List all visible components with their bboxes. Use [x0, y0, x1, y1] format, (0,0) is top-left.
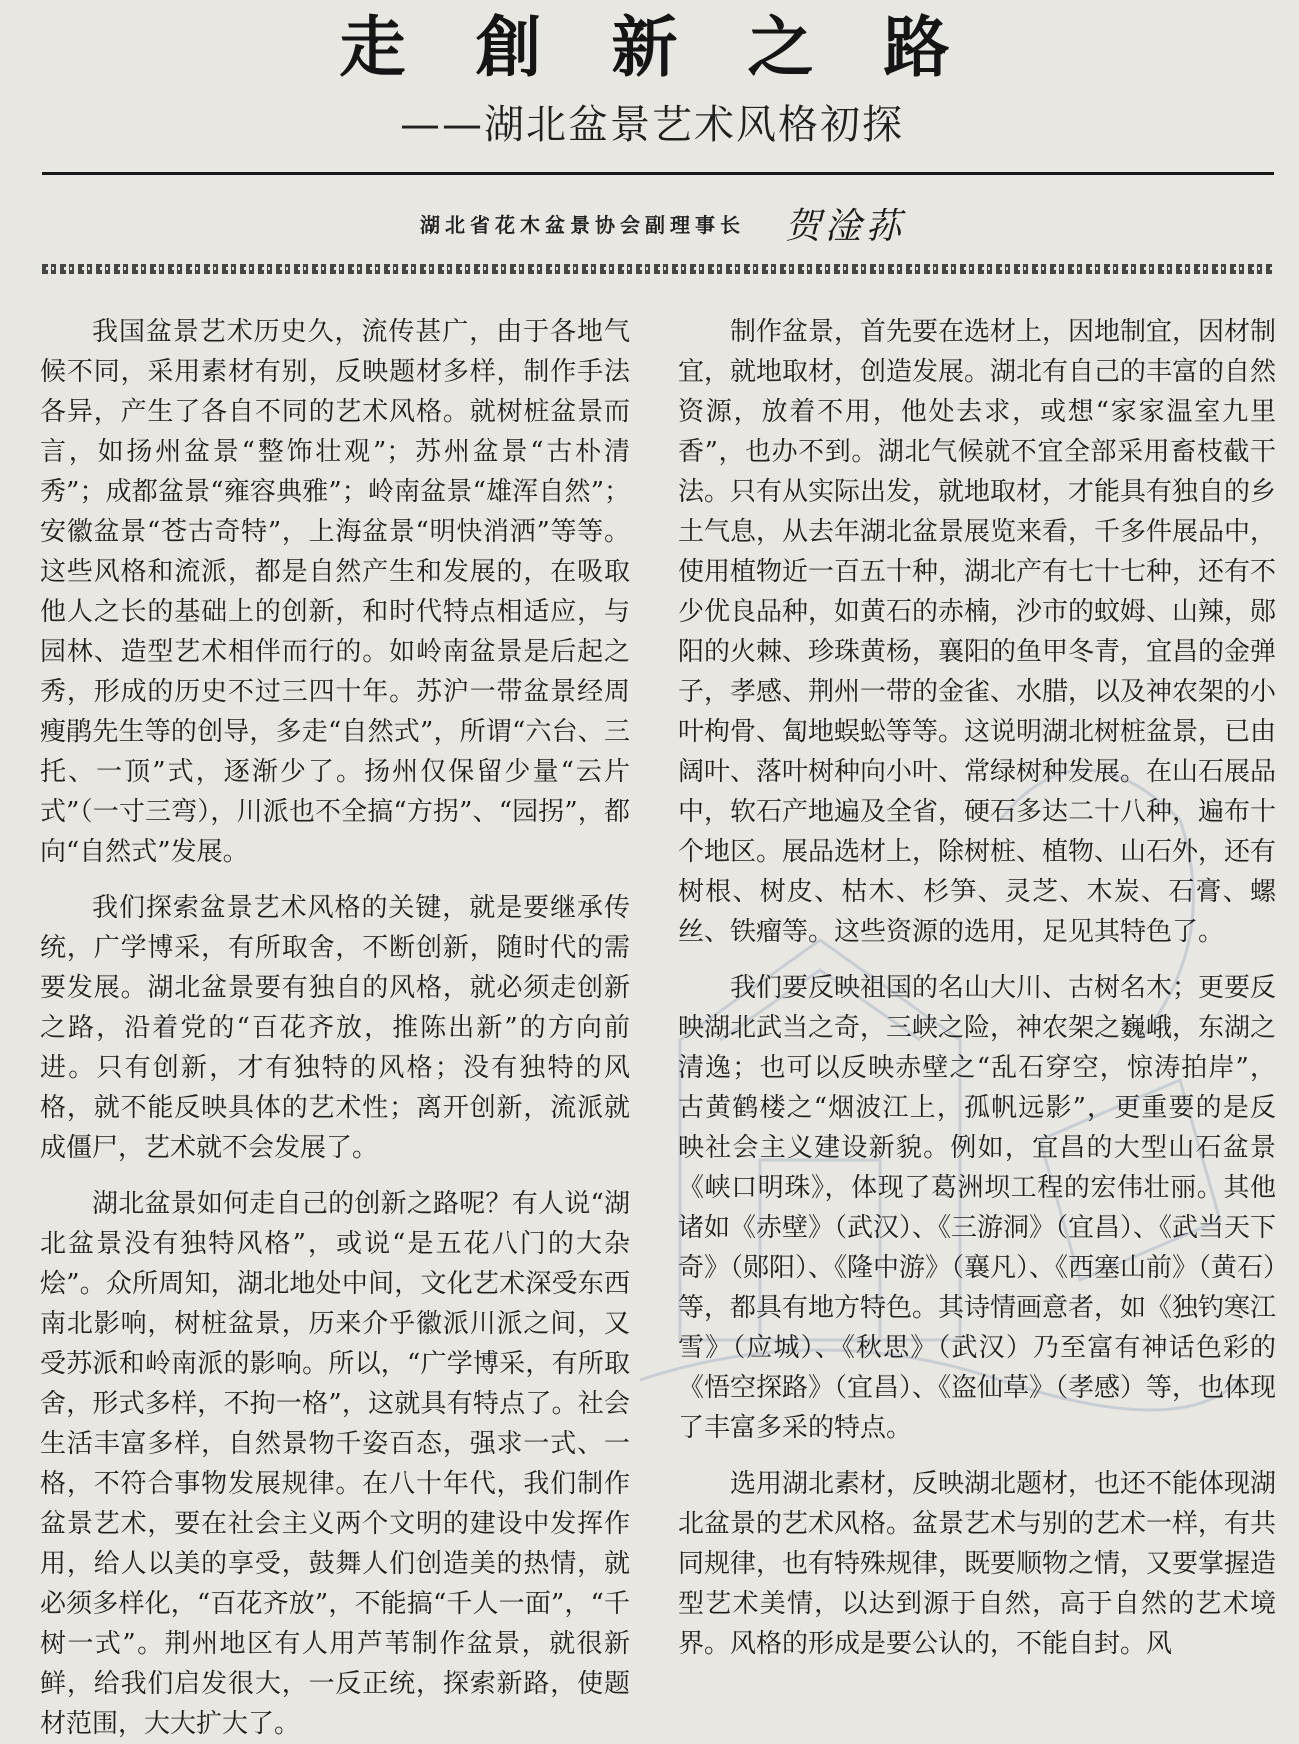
- paragraph: 我们探索盆景艺术风格的关键，就是要继承传统，广学博采，有所取舍，不断创新，随时代的需要发展。湖北盆景要有独自的风格，就必须走创新之路，沿着党的“百花齐放，推陈出新”的方向前进。只有创新，才有独特的风格；没有独特的风格，就不能反映具体的艺术性；离开创新，流派就成僵尸，艺术就不会发展了。: [40, 893, 630, 1163]
- title-divider: [42, 172, 1274, 175]
- paragraph: 选用湖北素材，反映湖北题材，也还不能体现湖北盆景的艺术风格。盆景艺术与别的艺术一样，有共同规律，也有特殊规律，既要顺物之情，又要掌握造型艺术美情，以达到源于自然，高于自然的艺术境界。风格的形成是要公认的，不能自封。风: [678, 1469, 1277, 1659]
- left-column: [40, 312, 630, 1739]
- author-name: 贺淦荪: [785, 205, 906, 247]
- author-organization: 湖北省花木盆景协会副理事长: [420, 212, 745, 237]
- paragraph: 湖北盆景如何走自己的创新之路呢？有人说“湖北盆景没有独特风格”，或说“是五花八门的大杂烩”。众所周知，湖北地处中间，文化艺术深受东西南北影响，树桩盆景，历来介乎徽派川派之间，又受苏派和岭南派的影响。所以，“广学博采，有所取舍，形式多样，不拘一格”，这就具有特点了。社会生活丰富多样，自然景物千姿百态，强求一式、一格，不符合事物发展规律。在八十年代，我们制作盆景艺术，要在社会主义两个文明的建设中发挥作用，给人以美的享受，鼓舞人们创造美的热情，就必须多样化，“百花齐放”，不能搞“千人一面”，“千树一式”。荆州地区有人用芦苇制作盆景，就很新鲜，给我们启发很大，一反正统，探索新路，使题材范围，大大扩大了。: [40, 1189, 630, 1739]
- paragraph: 我们要反映祖国的名山大川、古树名木；更要反映湖北武当之奇，三峡之险，神农架之巍峨，东湖之清逸；也可以反映赤壁之“乱石穿空，惊涛拍岸”，古黄鹤楼之“烟波江上，孤帆远影”，更重要的是反映社会主义建设新貌。例如，宜昌的大型山石盆景《峡口明珠》，体现了葛洲坝工程的宏伟壮丽。其他诸如《赤壁》（武汉）、《三游洞》（宜昌）、《武当天下奇》（郧阳）、《隆中游》（襄凡）、《西塞山前》（黄石）等，都具有地方特色。其诗情画意者，如《独钓寒江雪》（应城）、《秋思》（武汉）乃至富有神话色彩的《悟空探路》（宜昌）、《盗仙草》（孝感）等，也体现了丰富多采的特点。: [678, 973, 1277, 1443]
- paragraph: 我国盆景艺术历史久，流传甚广，由于各地气候不同，采用素材有别，反映题材多样，制作手法各异，产生了各自不同的艺术风格。就树桩盆景而言，如扬州盆景“整饰壮观”；苏州盆景“古朴清秀”；成都盆景“雍容典雅”；岭南盆景“雄浑自然”；安徽盆景“苍古奇特”，上海盆景“明快消洒”等等。这些风格和流派，都是自然产生和发展的，在吸取他人之长的基础上的创新，和时代特点相适应，与园林、造型艺术相伴而行的。如岭南盆景是后起之秀，形成的历史不过三四十年。苏沪一带盆景经周瘦鹃先生等的创导，多走“自然式”，所谓“六台、三托、一顶”式，逐渐少了。扬州仅保留少量“云片式”（一寸三弯），川派也不全搞“方拐”、“园拐”，都向“自然式”发展。: [40, 317, 630, 867]
- decorative-divider: [42, 264, 1274, 274]
- article-title: 走創新之路: [339, 9, 1020, 86]
- paragraph: 制作盆景，首先要在选材上，因地制宜，因材制宜，就地取材，创造发展。湖北有自己的丰富的自然资源，放着不用，他处去求，或想“家家温室九里香”，也办不到。湖北气候就不宜全部采用畜枝截干法。只有从实际出发，就地取材，才能具有独自的乡土气息，从去年湖北盆景展览来看，千多件展品中，使用植物近一百五十种，湖北产有七十七种，还有不少优良品种，如黄石的赤楠，沙市的蚊姆、山辣，郧阳的火棘、珍珠黄杨，襄阳的鱼甲冬青，宜昌的金弹子，孝感、荆州一带的金雀、水腊，以及神农架的小叶枸骨、匐地蜈蚣等等。这说明湖北树桩盆景，已由阔叶、落叶树种向小叶、常绿树种发展。在山石展品中，软石产地遍及全省，硬石多达二十八种，遍布十个地区。展品选材上，除树桩、植物、山石外，还有树根、树皮、枯木、杉笋、灵芝、木炭、石膏、螺丝、铁瘤等。这些资源的选用，足见其特色了。: [678, 317, 1277, 947]
- article-subtitle: ——湖北盆景艺术风格初探: [400, 102, 904, 148]
- byline: [420, 198, 905, 248]
- right-column: [678, 312, 1276, 1712]
